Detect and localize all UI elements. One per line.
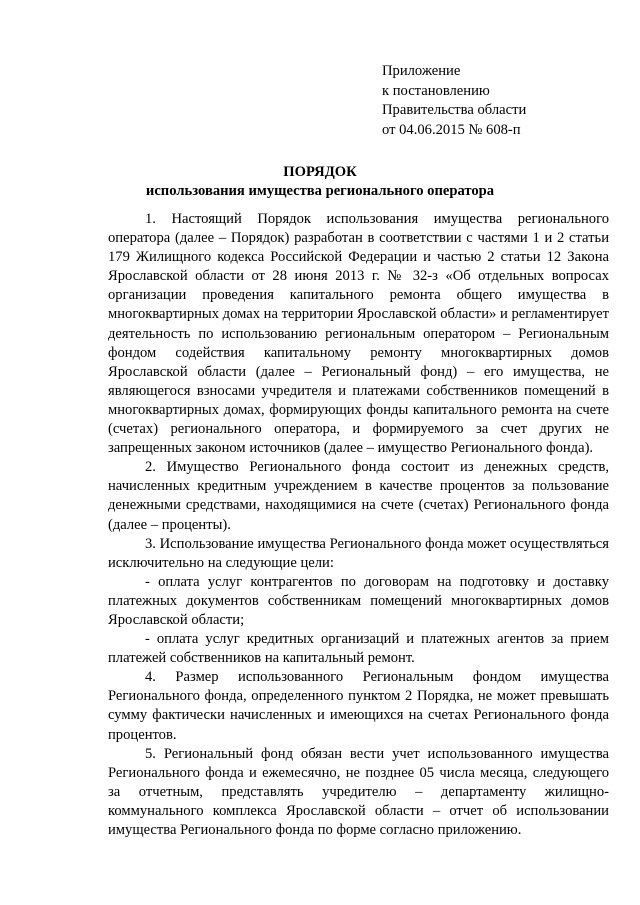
paragraph-3-item-1: - оплата услуг контрагентов по договорам на подготовку и доставку платежных документов собственникам помещений многоквартирных домов Ярославской области; [108, 573, 609, 628]
decree-date-number: от 04.06.2015 № 608-п [382, 121, 521, 138]
paragraph-3-item-2: - оплата услуг кредитных организаций и платежных агентов за прием платежей собственников на капитальный ремонт. [108, 631, 609, 667]
appendix-label: Приложение [382, 63, 461, 79]
decree-reference: к постановлению [382, 82, 490, 99]
document-body [108, 210, 609, 840]
paragraph-2: 2. Имущество Регионального фонда состоит из денежных средств, начисленных кредитным учреждением в качестве процентов за пользование денежными средствами, находящимися на счете (счетах) Регионального фонда (далее – проценты). [108, 459, 609, 533]
document-title: ПОРЯДОК [283, 164, 357, 180]
paragraph-5: 5. Региональный фонд обязан вести учет использованного имущества Регионального фонда и ежемесячно, не позднее 05 числа месяца, следующего за отчетным, представлять учредителю – департаменту жилищно-коммунального комплекса Ярославской области – отчет об использовании имущества Регионального фонда по форме согласно приложению. [108, 745, 609, 838]
paragraph-4: 4. Размер использованного Региональным фондом имущества Регионального фонда, определенного пунктом 2 Порядка, не может превышать сумму фактически начисленных и имеющихся на счетах Регионального фонда процентов. [108, 669, 609, 743]
paragraph-1: 1. Настоящий Порядок использования имущества регионального оператора (далее – Порядок) разработан в соответствии с частями 1 и 2 статьи 179 Жилищного кодекса Российской Федерации и частью 2 статьи 12 Закона Ярославской области от 28 июня 2013 г. № 32-з «Об отдельных вопросах организации проведения капитального ремонта общего имущества в многоквартирных домах на территории Ярославской области» и регламентирует деятельность по использованию региональным оператором – Региональным фондом содействия капитальному ремонту многоквартирных домов Ярославской области (далее – Региональный фонд) – его имущества, не являющегося взносами учредителя и платежами собственников помещений в многоквартирных домах, формирующих фонды капитального ремонта на счете (счетах) регионального оператора, и формируемого за счет других не запрещенных законом источников (далее – имущество Регионального фонда). [108, 211, 609, 457]
appendix-header [382, 62, 622, 140]
government-reference: Правительства области [382, 102, 527, 118]
document-subtitle: использования имущества регионального оператора [145, 183, 495, 199]
paragraph-3: 3. Использование имущества Регионального фонда может осуществляться исключительно на следующие цели: [108, 535, 609, 571]
